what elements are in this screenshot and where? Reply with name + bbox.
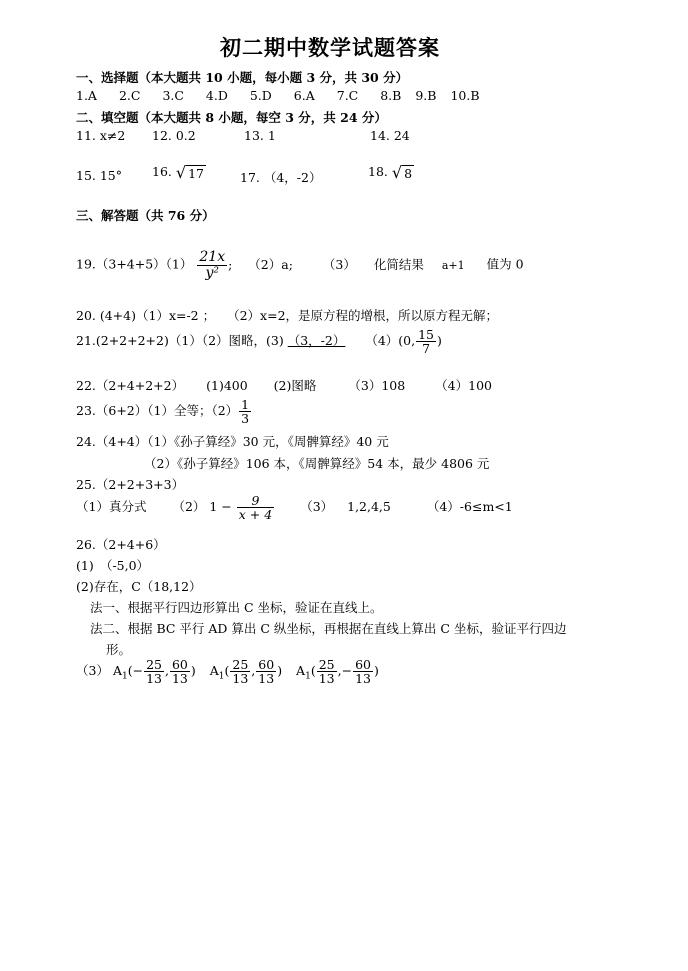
fraction xyxy=(197,250,227,280)
radicand: 8 xyxy=(404,166,413,181)
q25-expr-lead: 1 − xyxy=(209,499,232,515)
q21-part4-tail: ) xyxy=(437,333,442,349)
q22-part3: （3）108 xyxy=(348,378,406,393)
q25-part3: （3） xyxy=(300,499,334,515)
q22-part1: (1)400 xyxy=(206,378,248,393)
q26-part3-label: （3） xyxy=(76,663,109,679)
solve-q26-method2-line1: 法二、根据 BC 平行 AD 算出 C 纵坐标，再根据在直线上算出 C 坐标，验证平行四边 xyxy=(90,621,567,636)
solve-q23 xyxy=(76,398,252,425)
solve-q19 xyxy=(76,250,524,280)
answer-3: 3.C xyxy=(162,88,184,103)
answer-1: 1.A xyxy=(76,88,97,103)
q20-rest: （2）x=2，是原方程的增根，所以原方程无解； xyxy=(227,308,499,323)
answer-6: 6.A xyxy=(293,88,315,103)
solve-q26-part3 xyxy=(76,658,379,685)
q19-part3-value: a+1 xyxy=(441,258,465,272)
solve-q26-part2: (2)存在，C（18,12） xyxy=(76,579,202,594)
point-a1-first: $A_1(-$ $\frac{25}{13}$ , $\frac{60}{13}$ ) xyxy=(112,657,200,687)
solve-q26-heading: 26.（2+4+6） xyxy=(76,537,166,552)
sign: − xyxy=(132,663,144,679)
q22-part4: （4）100 xyxy=(435,378,492,393)
fraction xyxy=(317,658,337,685)
point-label: A xyxy=(296,663,306,679)
denominator: 13 xyxy=(355,671,371,687)
answer-7: 7.C xyxy=(336,88,359,103)
fill-q16 xyxy=(152,163,206,182)
point-a1-third: $A_1$( $\frac{25}{13}$ ,− $\frac{60}{13}$ ) xyxy=(296,657,379,687)
section-fill-heading: 二、填空题（本大题共 8 小题，每空 3 分，共 24 分） xyxy=(76,110,387,125)
fill-q18 xyxy=(368,163,414,182)
numerator: 1 xyxy=(241,397,250,412)
fraction xyxy=(144,658,164,685)
fill-q11: 11. x≠2 xyxy=(76,128,126,143)
q19-frac-tail: ; xyxy=(228,256,233,272)
q25-part1: （1）真分式 xyxy=(76,499,147,515)
answer-5: 5.D xyxy=(249,88,272,103)
solve-q20 xyxy=(76,306,498,324)
q19-part3-text: 化简结果 xyxy=(373,256,424,272)
numerator: 60 xyxy=(171,657,188,672)
numerator: 25 xyxy=(232,657,249,672)
fill-q14: 14. 24 xyxy=(370,128,410,143)
choice-answers xyxy=(76,88,480,103)
q20-prefix: 20. (4+4)（1）x=-2 ； xyxy=(76,308,216,323)
fill-q17: 17. （4，-2） xyxy=(240,170,322,185)
fraction xyxy=(230,658,250,685)
solve-q25-heading: 25.（2+2+3+3） xyxy=(76,477,185,492)
denominator: 3 xyxy=(241,411,250,427)
q25-part2: （2） xyxy=(172,499,206,515)
solve-q22 xyxy=(76,376,492,394)
section-solve-heading: 三、解答题（共 76 分） xyxy=(76,208,215,223)
section-choice-heading: 一、选择题（本大题共 10 小题，每小题 3 分，共 30 分） xyxy=(76,70,409,85)
solve-q24-line1: 24.（4+4）（1）《孙子算经》30 元，《周髀算经》40 元 xyxy=(76,434,389,449)
denominator: 13 xyxy=(146,671,162,687)
solve-q25-parts xyxy=(76,494,513,521)
q21-answer-underlined: （3，-2） xyxy=(287,333,346,349)
page-title: 初二期中数学试题答案 xyxy=(220,35,440,60)
q19-part3: （3） xyxy=(322,256,356,272)
solve-q24-line2: （2）《孙子算经》106 本，《周髀算经》54 本，最少 4806 元 xyxy=(144,456,490,471)
denominator: 13 xyxy=(258,671,275,687)
numerator: 15 xyxy=(418,327,435,342)
denominator: x + 4 xyxy=(238,507,273,523)
q22-part2: (2)图略 xyxy=(273,378,317,393)
q25-part4: （4）-6≤m<1 xyxy=(426,499,513,515)
sqrt-expression: √ 8 xyxy=(391,163,413,182)
q25-part3-value: 1,2,4,5 xyxy=(347,499,391,515)
denominator: y² xyxy=(205,264,219,281)
denominator: 7 xyxy=(422,341,431,357)
answer-2: 2.C xyxy=(118,88,141,103)
solve-q21 xyxy=(76,328,442,355)
solve-q26-method2-line2: 形。 xyxy=(106,642,132,657)
numerator: 25 xyxy=(146,657,162,672)
fraction xyxy=(353,658,373,685)
numerator: 21x xyxy=(199,249,226,265)
fraction xyxy=(239,398,251,425)
point-label: A xyxy=(209,663,219,679)
q21-part4: （4）(0, xyxy=(365,333,416,349)
answer-8: 8.B xyxy=(380,88,402,103)
fill-q15: 15. 15° xyxy=(76,168,123,183)
denominator: 13 xyxy=(171,671,188,687)
answer-10: 10.B xyxy=(450,88,480,103)
answer-9: 9.B xyxy=(415,88,437,103)
numerator: 9 xyxy=(237,494,274,508)
sqrt-expression: √ 17 xyxy=(175,163,204,182)
q23-prefix: 23.（6+2）（1）全等；（2） xyxy=(76,403,239,419)
point-label: A xyxy=(112,663,122,679)
fill-q16-label: 16. xyxy=(152,164,172,179)
sign: − xyxy=(341,663,353,679)
radicand: 17 xyxy=(188,166,204,181)
answer-4: 4.D xyxy=(205,88,228,103)
fraction xyxy=(416,328,436,355)
numerator: 25 xyxy=(318,657,335,672)
q19-part3-tail: 值为 0 xyxy=(486,256,524,272)
point-subscript: 1 xyxy=(121,671,128,682)
fraction xyxy=(170,658,190,685)
fill-q13: 13. 1 xyxy=(244,128,276,143)
numerator: 60 xyxy=(258,657,275,672)
point-a1-second: $A_1$( $\frac{25}{13}$ , $\frac{60}{13}$ ) xyxy=(209,657,287,687)
fraction xyxy=(237,494,274,521)
q21-prefix: 21.(2+2+2+2)（1）（2）图略，(3) xyxy=(76,333,284,349)
point-subscript: 1 xyxy=(218,671,225,682)
q22-prefix: 22.（2+4+2+2） xyxy=(76,378,185,393)
q19-part2: （2）a; xyxy=(248,256,293,272)
fill-q18-label: 18. xyxy=(368,164,388,179)
fraction xyxy=(256,658,276,685)
q19-prefix: 19.（3+4+5）（1） xyxy=(76,256,193,272)
denominator: 13 xyxy=(232,671,249,687)
fill-q12: 12. 0.2 xyxy=(152,128,196,143)
solve-q26-part1: (1) （-5,0） xyxy=(76,558,150,573)
numerator: 60 xyxy=(355,657,371,672)
solve-q26-method1: 法一、根据平行四边形算出 C 坐标，验证在直线上。 xyxy=(90,600,383,615)
denominator: 13 xyxy=(318,671,335,687)
point-subscript: 1 xyxy=(305,671,311,682)
